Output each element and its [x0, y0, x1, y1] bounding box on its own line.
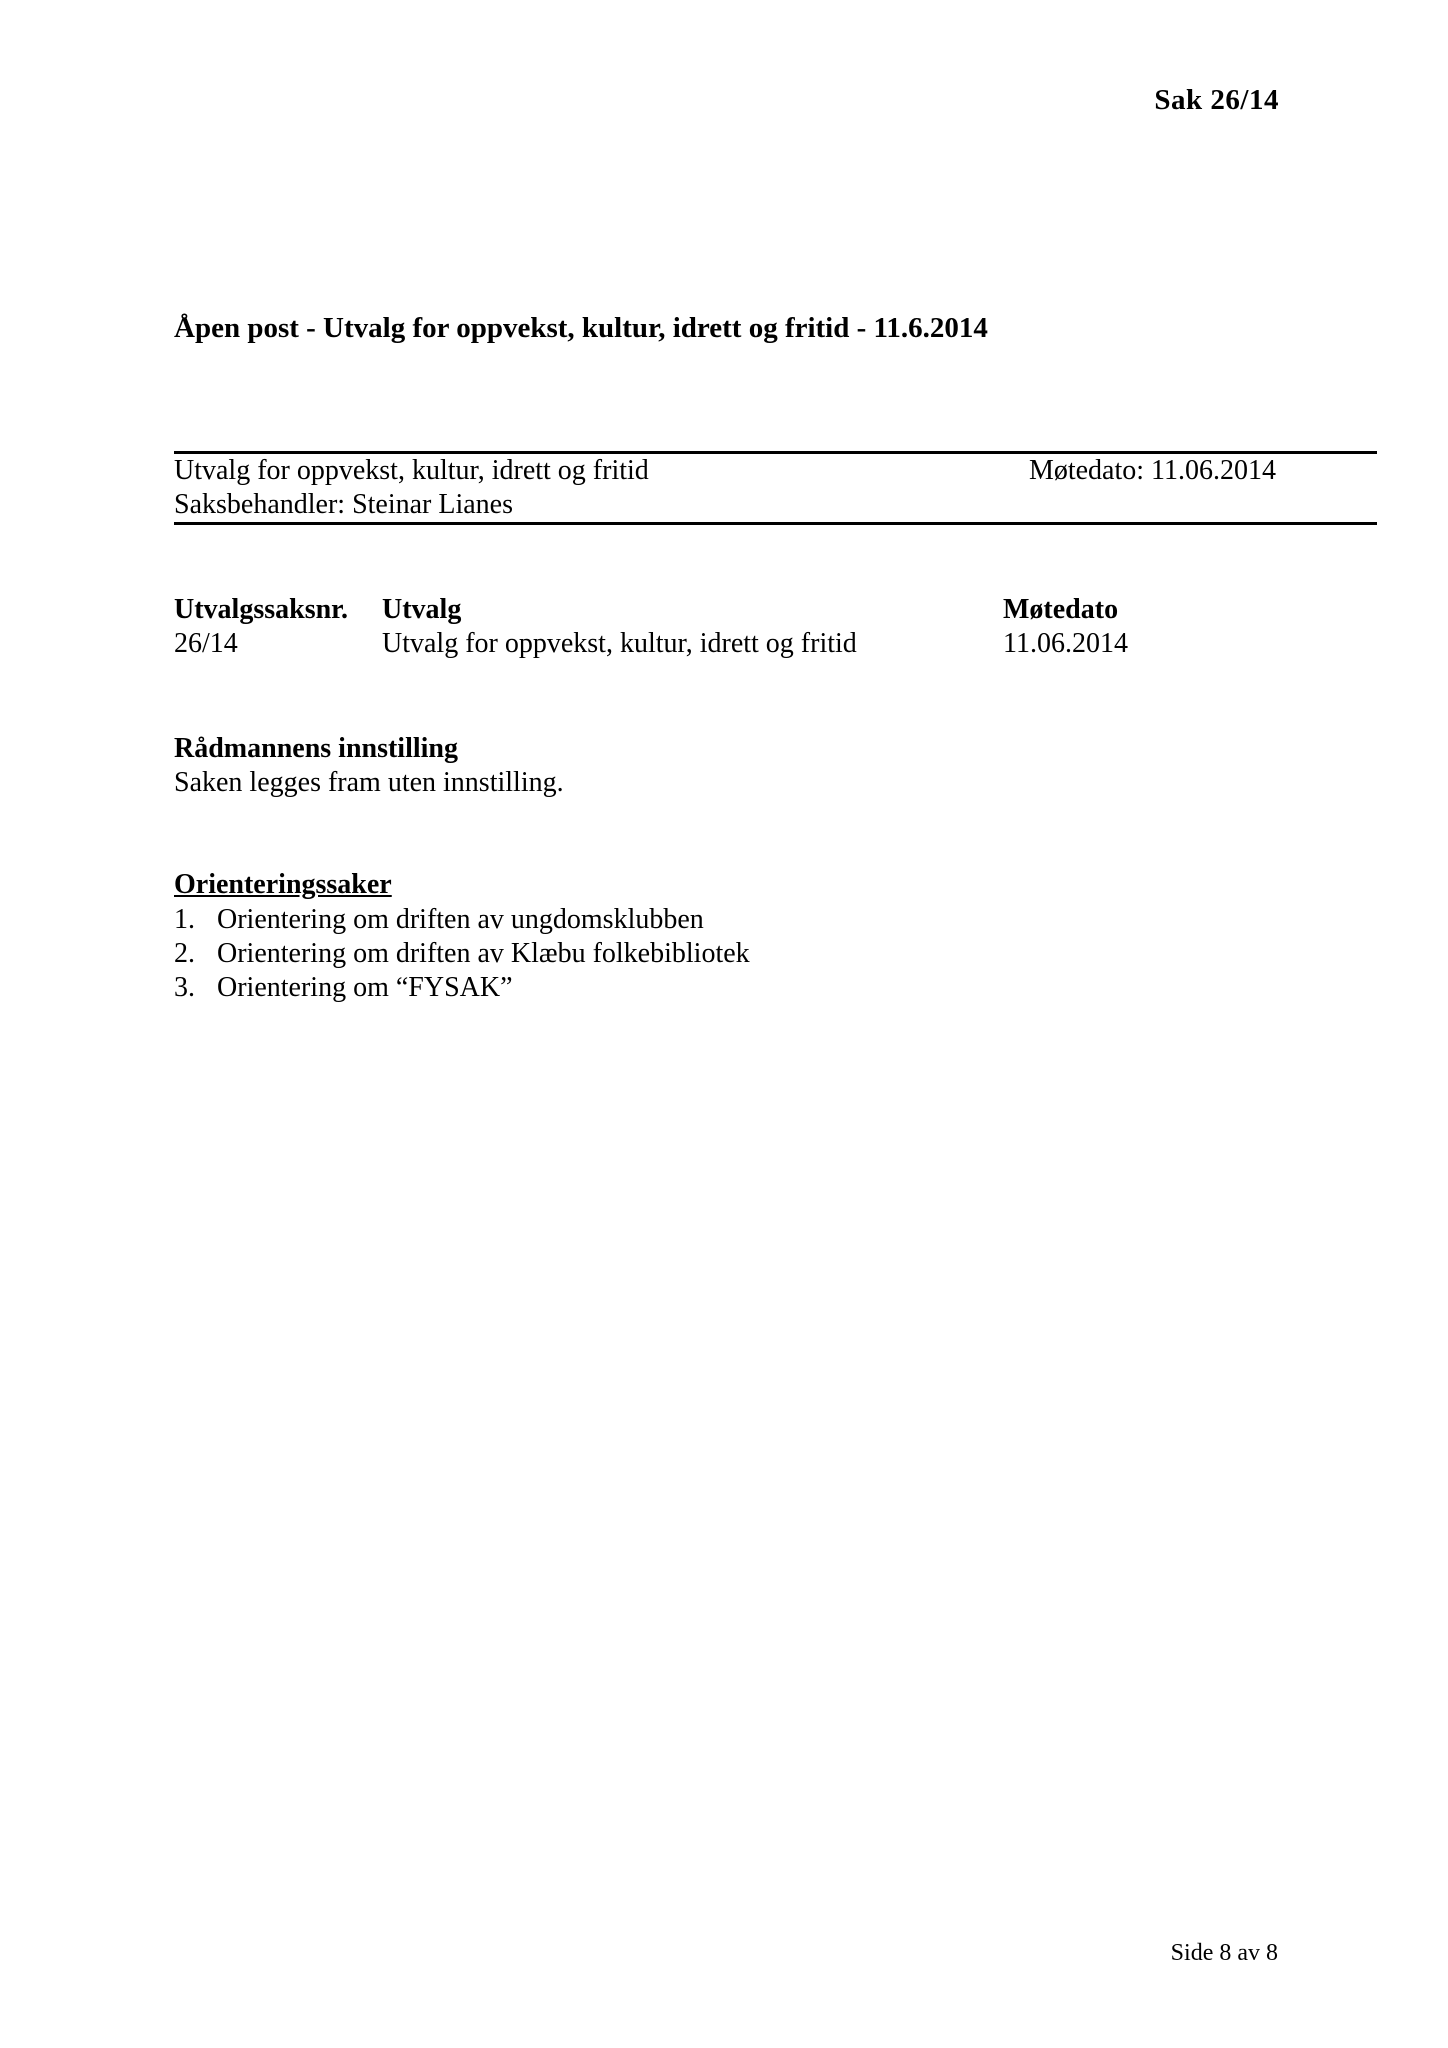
column-header-meeting-date: Møtedato: [1003, 594, 1119, 625]
meta-meeting-date: Møtedato: 11.06.2014: [1028, 455, 1276, 486]
cell-meeting-date: 11.06.2014: [1003, 628, 1128, 659]
page-footer: Side 8 av 8: [1170, 1940, 1278, 1966]
column-header-committee: Utvalg: [382, 594, 462, 625]
header-rule-bottom: [174, 522, 1377, 525]
list-item-text: Orientering om “FYSAK”: [217, 972, 513, 1003]
meta-committee: Utvalg for oppvekst, kultur, idrett og fritid: [174, 455, 649, 486]
list-item-number: 3.: [174, 972, 195, 1003]
page-title: Åpen post - Utvalg for oppvekst, kultur, idrett og fritid - 11.6.2014: [174, 312, 988, 344]
meta-case-handler: Saksbehandler: Steinar Lianes: [174, 489, 514, 520]
orientation-heading: Orienteringssaker: [174, 869, 392, 900]
header-rule-top: [174, 451, 1377, 454]
list-item-text: Orientering om driften av ungdomsklubben: [217, 904, 704, 935]
list-item: [174, 937, 750, 971]
list-item-number: 1.: [174, 904, 195, 935]
list-item: [174, 903, 750, 937]
case-number: Sak 26/14: [1154, 84, 1279, 116]
cell-committee: Utvalg for oppvekst, kultur, idrett og fritid: [382, 628, 857, 659]
orientation-list: [174, 903, 750, 1005]
list-item: [174, 971, 750, 1005]
recommendation-text: Saken legges fram uten innstilling.: [174, 767, 564, 798]
cell-case-number: 26/14: [174, 628, 238, 659]
recommendation-heading: Rådmannens innstilling: [174, 733, 458, 764]
column-header-case-number: Utvalgssaksnr.: [174, 594, 349, 625]
list-item-text: Orientering om driften av Klæbu folkebibliotek: [217, 938, 750, 969]
list-item-number: 2.: [174, 938, 195, 969]
